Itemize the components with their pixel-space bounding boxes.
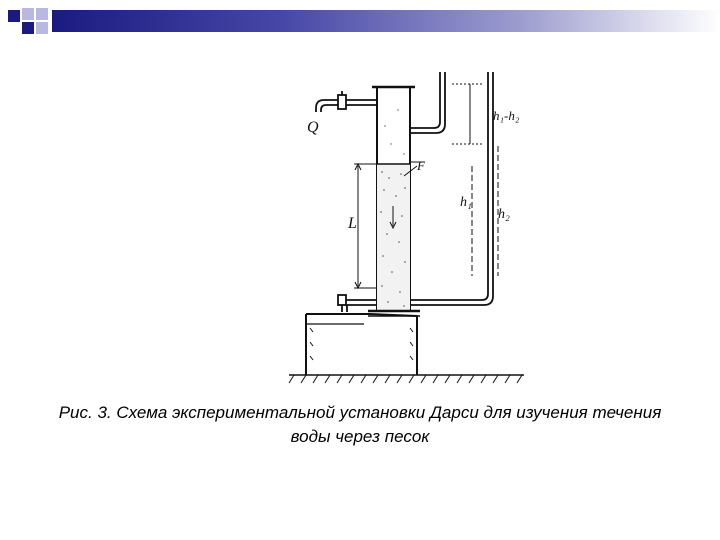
label-f: F	[417, 158, 425, 173]
slide-header-decoration	[0, 0, 720, 40]
label-q: Q	[307, 119, 319, 136]
label-l: L	[348, 215, 357, 232]
decor-square	[36, 8, 48, 20]
decor-square	[8, 10, 20, 22]
decor-square	[36, 22, 48, 34]
label-h2: h₂	[498, 207, 510, 222]
caption-line-1: Рис. 3. Схема экспериментальной установки Дарси для изучения течения	[58, 403, 662, 422]
darcy-apparatus-diagram	[284, 66, 537, 392]
caption-line-2: воды через песок	[290, 427, 430, 446]
figure-caption	[30, 401, 690, 449]
label-h1-minus-h2: h₁-h₂	[493, 108, 520, 123]
decor-square	[22, 22, 34, 34]
decor-square	[22, 8, 34, 20]
label-h1: h₁	[460, 195, 472, 210]
header-gradient-band	[52, 10, 720, 32]
